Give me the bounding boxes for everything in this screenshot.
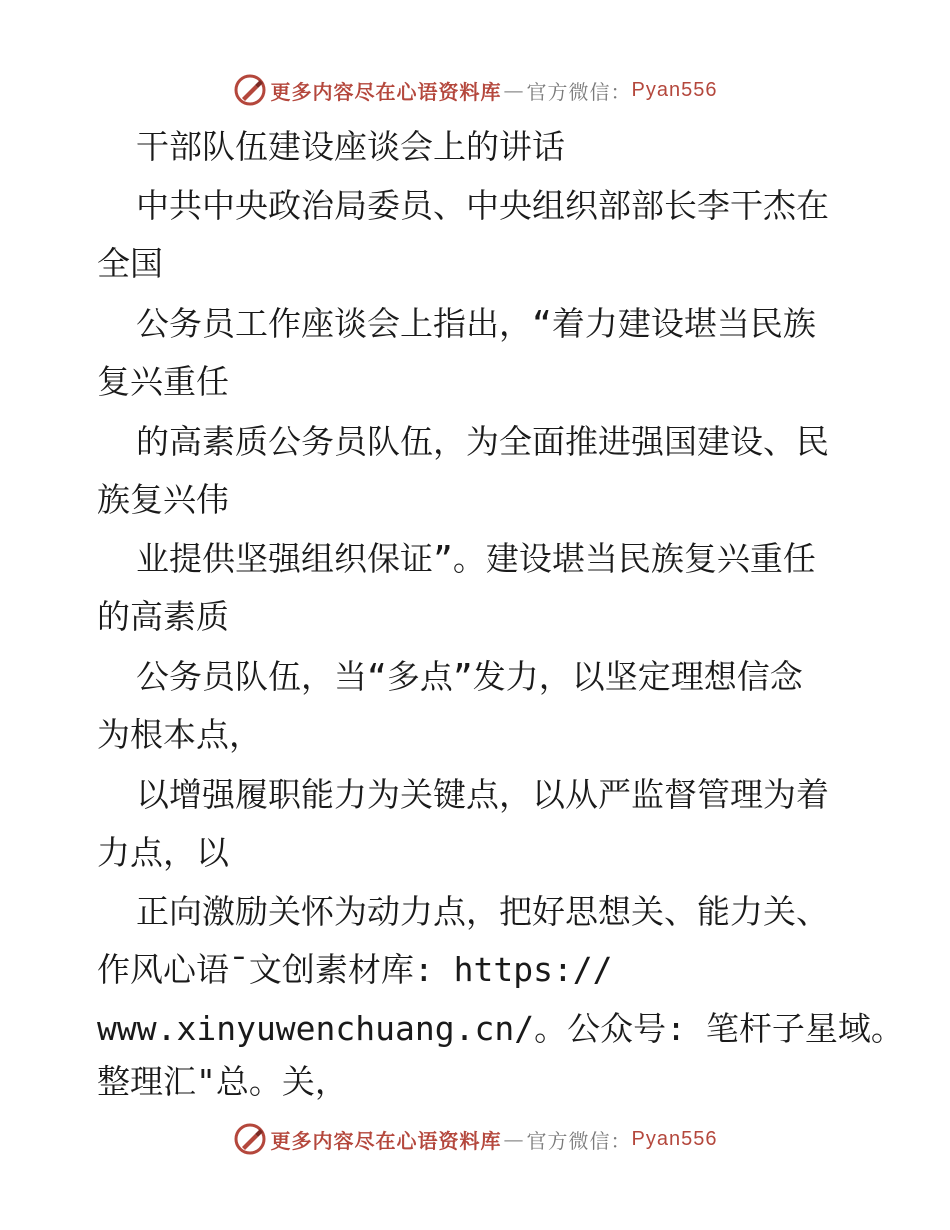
body-line: 的高素质公务员队伍，为全面推进强国建设、民 (136, 422, 829, 461)
body-line: 公务员工作座谈会上指出，“着力建设堪当民族 (136, 304, 816, 343)
body-line: 作风心语¯文创素材库: https:// (97, 950, 613, 989)
footer-banner-dash: — (503, 1127, 525, 1151)
body-line: 为根本点， (97, 715, 262, 754)
header-banner-wechat: 官方微信： (526, 79, 632, 104)
header-banner-handle: Pyan556 (631, 78, 718, 101)
body-line: 整理汇"总。关， (97, 1062, 348, 1101)
body-line: www.xinyuwenchuang.cn/。公众号: 笔杆子星域。 (97, 1009, 904, 1048)
footer-banner-handle: Pyan556 (631, 1127, 718, 1150)
body-line: 公务员队伍，当“多点”发力，以坚定理想信念 (136, 657, 803, 696)
body-line: 族复兴伟 (97, 480, 229, 519)
body-line: 复兴重任 (97, 362, 229, 401)
body-line: 正向激励关怀为动力点，把好思想关、能力关、 (136, 892, 829, 931)
pen-logo-icon (233, 1122, 267, 1156)
body-line: 中共中央政治局委员、中央组织部部长李干杰在 (136, 186, 829, 225)
footer-banner-text: 更多内容尽在心语资料库 (270, 1128, 502, 1153)
footer-banner (0, 1119, 950, 1159)
header-banner-text: 更多内容尽在心语资料库 (270, 79, 502, 104)
footer-banner-wechat: 官方微信： (526, 1128, 632, 1153)
header-banner (0, 70, 950, 110)
header-banner-dash: — (503, 78, 525, 102)
body-line: 力点，以 (97, 833, 229, 872)
body-line: 业提供坚强组织保证”。建设堪当民族复兴重任 (136, 539, 816, 578)
body-line: 的高素质 (97, 597, 229, 636)
body-line: 干部队伍建设座谈会上的讲话 (136, 127, 565, 166)
pen-logo-icon (233, 73, 267, 107)
body-line: 以增强履职能力为关键点，以从严监督管理为着 (136, 775, 829, 814)
body-line: 全国 (97, 244, 163, 283)
